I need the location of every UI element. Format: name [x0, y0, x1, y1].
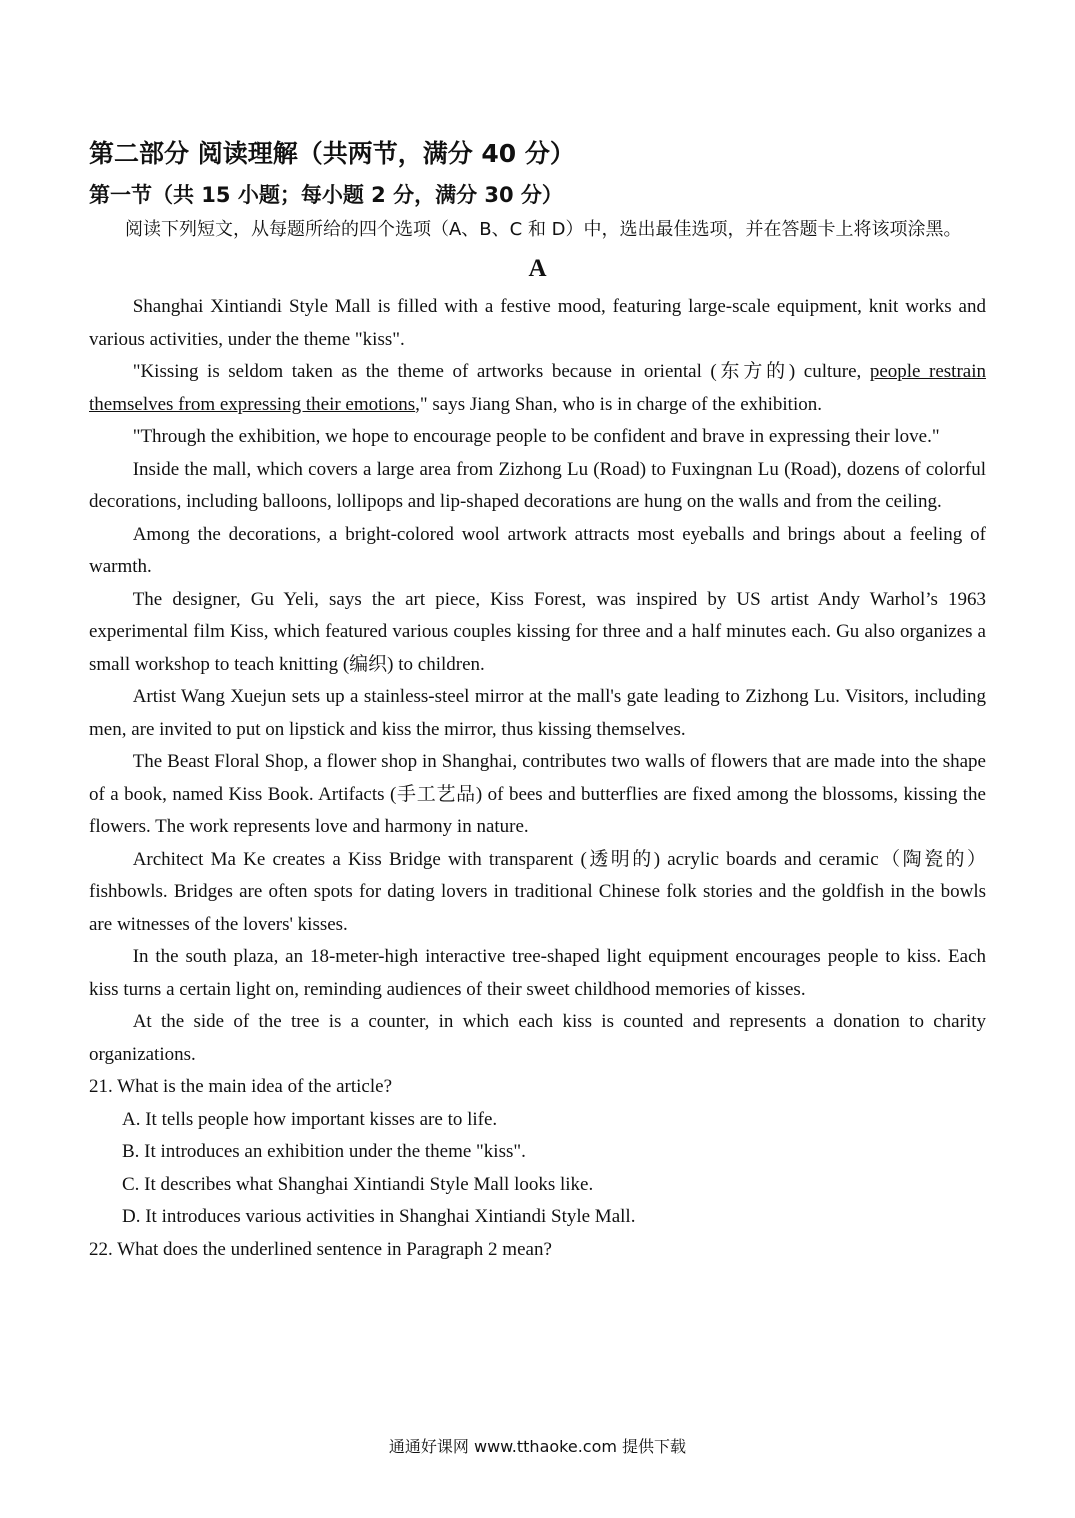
question-21-option-c: C. It describes what Shanghai Xintiandi Style Mall looks like. [122, 1173, 594, 1195]
question-22-stem: 22. What does the underlined sentence in Paragraph 2 mean? [89, 1238, 552, 1260]
paragraph-7: Artist Wang Xuejun sets up a stainless-steel mirror at the mall's gate leading to Zizhong Lu. Visitors, including men, are invited to put on lipstick and kiss the mirror, thus kissing themselves. [89, 686, 986, 740]
paragraph-4: Inside the mall, which covers a large area from Zizhong Lu (Road) to Fuxingnan Lu (Road), dozens of colorful decorations, including balloons, lollipops and lip-shaped decorations are hung on the walls and from the ceiling. [89, 458, 986, 512]
passage-a [89, 291, 986, 1071]
question-21-option-b: B. It introduces an exhibition under the theme "kiss". [122, 1141, 526, 1162]
question-21-option-a: A. It tells people how important kisses are to life. [122, 1108, 498, 1130]
question-21-option-d: D. It introduces various activities in Shanghai Xintiandi Style Mall. [122, 1206, 636, 1227]
question-21-stem: 21. What is the main idea of the article? [89, 1076, 393, 1097]
footer-source: 通通好课网 www.tthaoke.com 提供下载 [388, 1437, 687, 1456]
question-22 [89, 1234, 986, 1267]
paragraph-9: Architect Ma Ke creates a Kiss Bridge with transparent (透明的) acrylic boards and ceramic（陶瓷的）fishbowls. Bridges are often spots for dating lovers in traditional Chinese folk stories and the goldfish in the bowls are witnesses of the lovers' kisses. [89, 848, 986, 935]
paragraph-1: Shanghai Xintiandi Style Mall is filled with a festive mood, featuring large-scale equipment, knit works and various activities, under the theme "kiss". [89, 296, 986, 350]
paragraph-2-start: "Kissing is seldom taken as the theme of artworks because in oriental (东方的) culture, [132, 361, 870, 382]
paragraph-11: At the side of the tree is a counter, in which each kiss is counted and represents a donation to charity organizations. [89, 1011, 986, 1065]
paragraph-2 [89, 356, 986, 421]
part-title: 第二部分 阅读理解（共两节，满分 40 分） [89, 139, 575, 168]
instructions: 阅读下列短文，从每题所给的四个选项（A、B、C 和 D）中，选出最佳选项，并在答题卡上将该项涂黑。 [125, 219, 962, 240]
passage-letter: A [528, 255, 547, 282]
paragraph-10: In the south plaza, an 18-meter-high interactive tree-shaped light equipment encourages people to kiss. Each kiss turns a certain light on, reminding audiences of their sweet childhood memories of kisses. [89, 946, 986, 1000]
underlined-sentence: people restrain themselves from expressing their emotions [89, 361, 987, 415]
paragraph-8: The Beast Floral Shop, a flower shop in Shanghai, contributes two walls of flowers that are made into the shape of a book, named Kiss Book. Artifacts (手工艺品) of bees and butterflies are fixed among the blossoms, kissing the flowers. The work represents love and harmony in nature. [89, 751, 986, 837]
exam-page [89, 132, 986, 1266]
paragraph-6: The designer, Gu Yeli, says the art piece, Kiss Forest, was inspired by US artist Andy Warhol’s 1963 experimental film Kiss, which featured various couples kissing for three and a half minutes each. Gu also organizes a small workshop to teach knitting (编织) to children. [89, 588, 986, 675]
section-title: 第一节（共 15 小题；每小题 2 分，满分 30 分） [89, 183, 563, 207]
paragraph-5: Among the decorations, a bright-colored wool artwork attracts most eyeballs and brings about a feeling of warmth. [89, 523, 986, 577]
question-21 [89, 1071, 986, 1234]
paragraph-3: "Through the exhibition, we hope to encourage people to be confident and brave in expressing their love." [132, 426, 940, 447]
paragraph-2-end: ," says Jiang Shan, who is in charge of the exhibition. [415, 393, 822, 415]
